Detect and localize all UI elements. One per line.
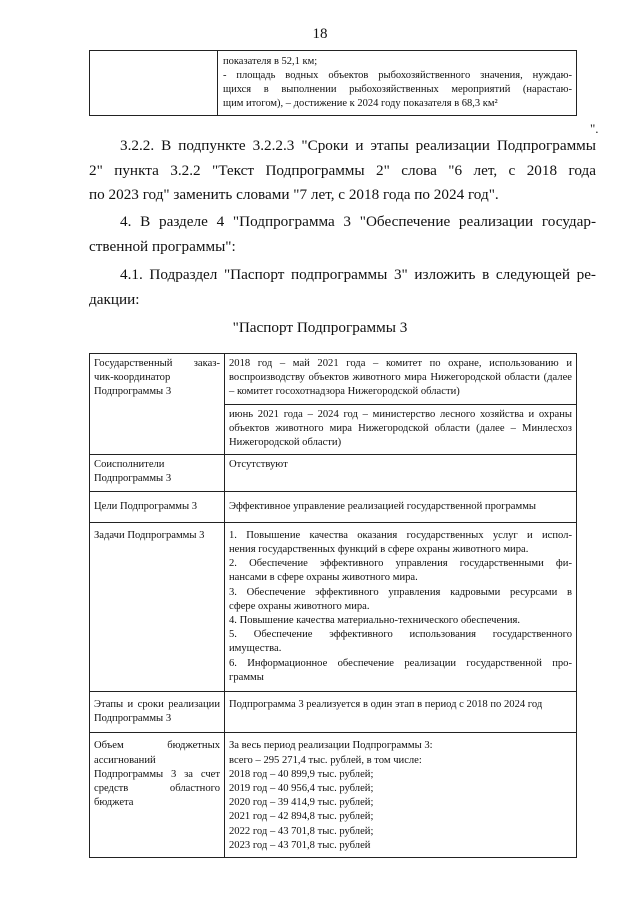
paragraph-line: 4. В разделе 4 "Подпрограмма 3 "Обеспечение реализации государ- [120,213,596,230]
coordinator-label: Государственный заказ-чик-координатор Подпрограммы 3 [90,354,225,455]
paragraph-4 [89,210,596,259]
task-line: 1. Повышение качества оказания государственных услуг и испол- [229,529,572,541]
budget-label: Объем бюджетных ассигнований Подпрограммы 3 за счет средств областного бюджета [90,733,225,858]
stages-label: Этапы и сроки реализации Подпрограммы 3 [90,692,225,733]
indicator-line: щим итогом), – достижение к 2024 году показателя в 68,3 км² [223,98,498,109]
paragraph-line: дакции: [89,290,140,308]
budget-line: 2020 год – 39 414,9 тыс. рублей; [229,797,374,809]
task-line: 3. Обеспечение эффективного управления кадровыми ресурсами в [229,586,572,598]
budget-line: 2018 год – 40 899,9 тыс. рублей; [229,768,374,780]
budget-value [225,733,577,858]
tasks-value [225,522,577,691]
table-row [90,692,577,733]
paragraph-line: по 2023 год" заменить словами "7 лет, с 2018 года по 2024 год". [89,186,499,203]
task-line: сфере охраны животного мира. [229,600,370,612]
closing-quote-mark: ". [590,121,599,136]
task-line: 4. Повышение качества материально-технического обеспечения. [229,615,521,627]
continued-table [89,50,577,116]
task-line: нения государственных функций в сфере охраны животного мира. [229,544,529,556]
budget-line: 2023 год – 43 701,8 тыс. рублей [229,839,371,851]
goals-value: Эффективное управление реализацией государственной программы [225,491,577,522]
table-row [90,491,577,522]
task-line: нансами в сфере охраны животного мира. [229,572,418,584]
task-line: 5. Обеспечение эффективного использования государственного [229,629,572,641]
table-row [90,733,577,858]
empty-left-cell [90,51,218,116]
paragraph-line: 2" пункта 3.2.2 "Текст Подпрограммы 2" слова "6 лет, с 2018 года [89,161,596,179]
task-line: имущества. [229,643,282,655]
budget-line: 2019 год – 40 956,4 тыс. рублей; [229,783,374,795]
paragraph-4-1 [89,263,596,312]
budget-line: За весь период реализации Подпрограммы 3: [229,740,433,752]
paragraph-3-2-2 [89,134,596,208]
page-number: 18 [312,26,328,42]
coordinator-value-2: июнь 2021 года – 2024 год – министерство лесного хозяйства и охраны объектов животного мира Нижегородской области (далее – Минлесхоз Нижегородской области) [225,404,577,455]
passport-table [89,353,577,858]
task-line: 2. Обеспечение эффективного управления государственными фи- [229,558,572,570]
indicator-line: - площадь водных объектов рыбохозяйственного значения, нуждаю- [223,70,572,81]
passport-heading: "Паспорт Подпрограммы 3 [232,319,408,336]
coordinator-value-1: 2018 год – май 2021 года – комитет по охране, использованию и воспроизводству объектов животного мира Нижегородской области (далее – комитет госохотнадзора Нижегородской области) [225,354,577,405]
table-row [90,455,577,491]
task-line: 6. Информационное обеспечение реализации государственной про- [229,657,572,669]
paragraph-line: ственной программы": [89,237,236,255]
indicator-line: показателя в 52,1 км; [223,56,318,67]
table-row [90,522,577,691]
table-row [90,354,577,405]
paragraph-line: 4.1. Подраздел "Паспорт подпрограммы 3" изложить в следующей ре- [120,266,596,283]
budget-line: всего – 295 271,4 тыс. рублей, в том числе: [229,754,422,766]
goals-label: Цели Подпрограммы 3 [90,491,225,522]
coexecutors-label: Соисполнители Подпрограммы 3 [90,455,225,491]
budget-line: 2021 год – 42 894,8 тыс. рублей; [229,811,374,823]
task-line: граммы [229,671,264,683]
indicator-line: щихся в выполнении рыбохозяйственных мероприятий (нарастаю- [223,84,572,95]
indicator-text-cell [218,51,577,116]
tasks-label: Задачи Подпрограммы 3 [90,522,225,691]
paragraph-line: 3.2.2. В подпункте 3.2.2.3 "Сроки и этапы реализации Подпрограммы [120,137,596,154]
budget-line: 2022 год – 43 701,8 тыс. рублей; [229,825,374,837]
coexecutors-value: Отсутствуют [225,455,577,491]
stages-value: Подпрограмма 3 реализуется в один этап в период с 2018 по 2024 год [225,692,577,733]
